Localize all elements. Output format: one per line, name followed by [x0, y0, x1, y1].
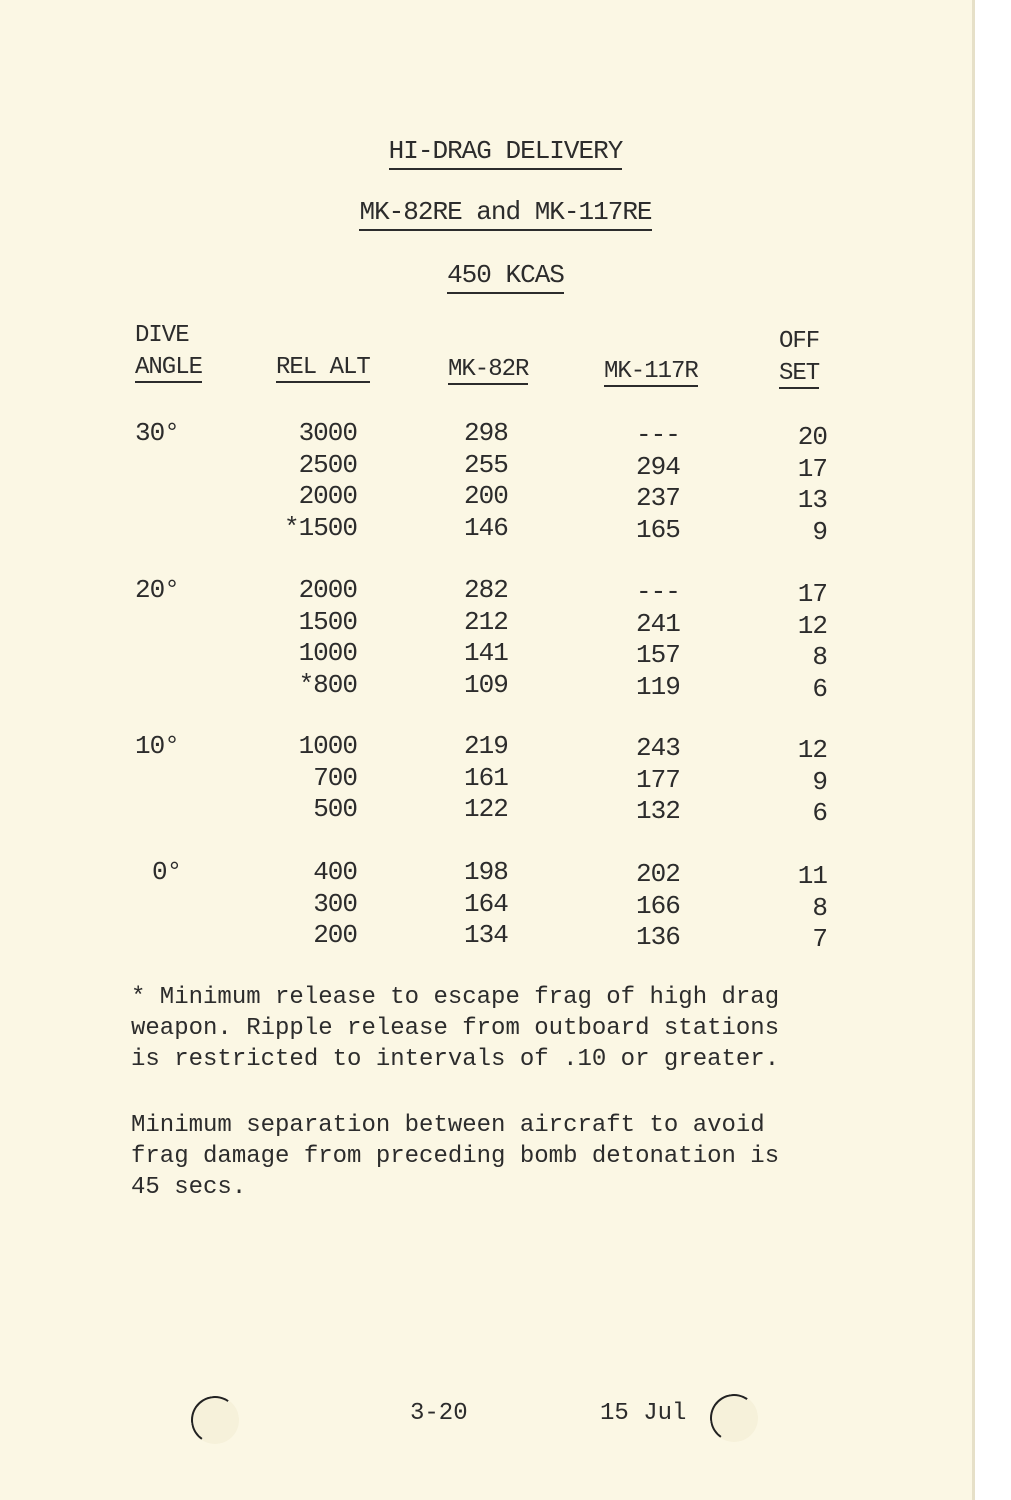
dive-angle-cell: 30° — [135, 418, 179, 448]
mk117r-cell: 177 — [636, 764, 680, 795]
mk117r-cell: 241 — [636, 608, 680, 639]
mk82r-cell: 141 — [464, 638, 508, 668]
offset-cell: 17 — [797, 453, 827, 484]
mk117r-cell: --- — [636, 577, 680, 607]
rel-alt-cell: 300 — [313, 888, 357, 919]
mk82r-cell: 109 — [464, 669, 508, 700]
mk82r-cell: 122 — [464, 794, 508, 824]
offset-cell: 8 — [812, 642, 827, 672]
rel-alt-cell: *1500 — [283, 512, 357, 543]
mk82r-cell: 134 — [464, 920, 508, 950]
rel-alt-cell: 500 — [313, 794, 357, 824]
offset-cell: 12 — [797, 735, 827, 765]
offset-cell: 6 — [812, 673, 827, 704]
mk82r-cell: 198 — [464, 857, 508, 887]
rel-alt-cell: 2000 — [298, 481, 357, 511]
offset-cell: 13 — [797, 485, 827, 515]
page-number: 3-20 — [410, 1400, 468, 1427]
mk117r-cell: 294 — [636, 451, 680, 482]
mk117r-cell: 166 — [636, 890, 680, 921]
mk82r-cell: 161 — [464, 762, 508, 793]
rel-alt-cell: *800 — [298, 669, 357, 700]
offset-cell: 7 — [812, 924, 827, 954]
rel-alt-cell: 2500 — [298, 449, 357, 480]
header-mk82r: MK-82R — [448, 356, 529, 383]
header-dive-angle: DIVE ANGLE — [135, 322, 203, 381]
airspeed-subtitle: 450 KCAS — [0, 260, 1011, 290]
header-rel-alt: REL ALT — [276, 354, 370, 381]
mk117r-cell: 119 — [636, 671, 680, 702]
mk117r-cell: 237 — [636, 483, 680, 513]
offset-cell: 8 — [812, 892, 827, 923]
header-mk117r: MK-117R — [604, 358, 698, 385]
mk82r-cell: 164 — [464, 888, 508, 919]
offset-cell: 17 — [797, 579, 827, 609]
mk82r-cell: 255 — [464, 449, 508, 480]
mk117r-cell: 136 — [636, 922, 680, 952]
offset-cell: 6 — [812, 798, 827, 828]
mk117r-cell: --- — [636, 420, 680, 450]
mk117r-cell: 165 — [636, 514, 680, 545]
dive-angle-cell: 0° — [152, 857, 182, 887]
mk82r-cell: 200 — [464, 481, 508, 511]
mk117r-cell: 157 — [636, 640, 680, 670]
offset-cell: 11 — [797, 861, 827, 891]
mk117r-cell: 243 — [636, 733, 680, 763]
mk82r-cell: 219 — [464, 731, 508, 761]
dive-angle-cell: 20° — [135, 575, 179, 605]
offset-cell: 9 — [812, 766, 827, 797]
header-offset: OFF SET — [779, 328, 820, 387]
rel-alt-cell: 3000 — [298, 418, 357, 448]
rel-alt-cell: 2000 — [298, 575, 357, 605]
dive-angle-cell: 10° — [135, 731, 179, 761]
offset-cell: 12 — [797, 610, 827, 641]
binder-hole — [706, 1390, 762, 1446]
rel-alt-cell: 200 — [313, 920, 357, 950]
binder-hole — [187, 1392, 243, 1448]
mk117r-cell: 132 — [636, 796, 680, 826]
rel-alt-cell: 1500 — [298, 606, 357, 637]
rel-alt-cell: 700 — [313, 762, 357, 793]
offset-cell: 20 — [797, 422, 827, 452]
offset-cell: 9 — [812, 516, 827, 547]
mk82r-cell: 282 — [464, 575, 508, 605]
mk82r-cell: 146 — [464, 512, 508, 543]
rel-alt-cell: 400 — [313, 857, 357, 887]
revision-date: 15 Jul — [600, 1400, 687, 1427]
mk117r-cell: 202 — [636, 859, 680, 889]
mk82r-cell: 298 — [464, 418, 508, 448]
rel-alt-cell: 1000 — [298, 731, 357, 761]
mk82r-cell: 212 — [464, 606, 508, 637]
note-minimum-separation: Minimum separation between aircraft to avoid frag damage from preceding bomb detonation is 45 secs. — [131, 1112, 780, 1201]
rel-alt-cell: 1000 — [298, 638, 357, 668]
footnote-minimum-release: * Minimum release to escape frag of high drag weapon. Ripple release from outboard stations is restricted to intervals of .10 or greater. — [131, 984, 780, 1073]
weapon-subtitle: MK-82RE and MK-117RE — [0, 197, 1011, 227]
document-title: HI-DRAG DELIVERY — [0, 136, 1011, 166]
